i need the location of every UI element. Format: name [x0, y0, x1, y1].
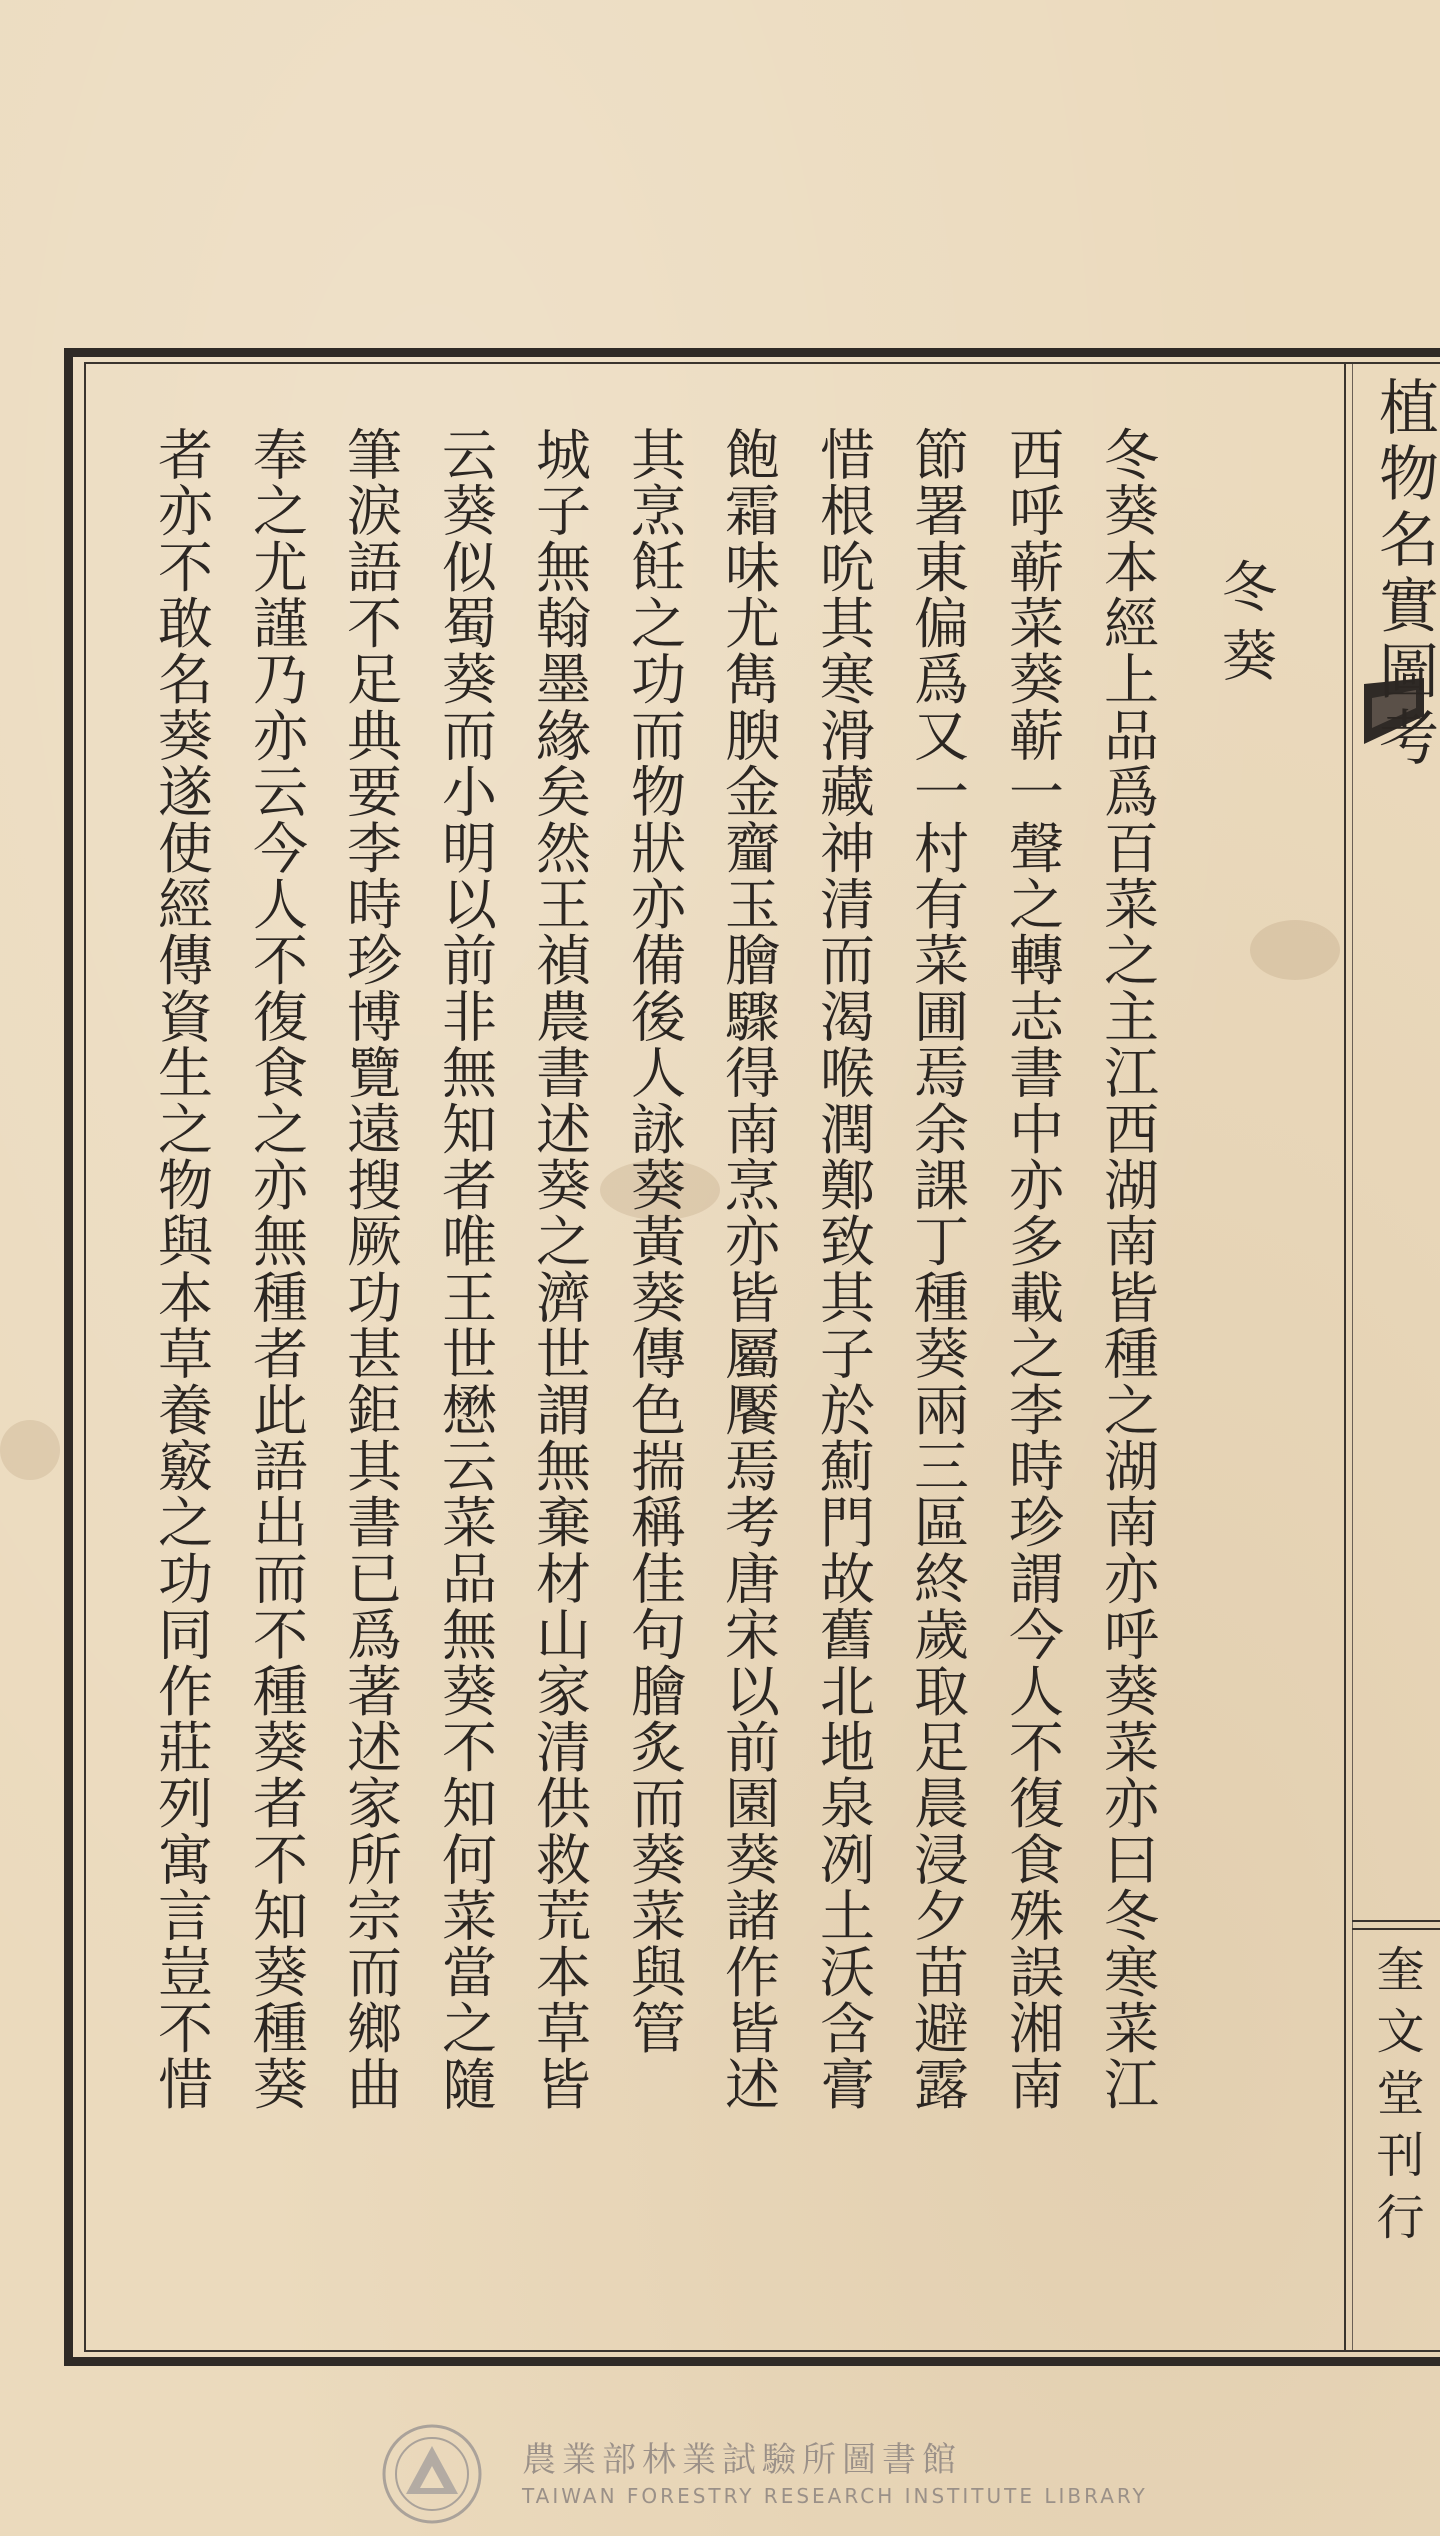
text-column: 筆淚語不足典要李時珍博覽遠搜厥功甚鉅其書已爲著述家所宗而鄉曲: [338, 426, 402, 2112]
paper-stain: [0, 1420, 60, 1480]
text-column: 云葵似蜀葵而小明以前非無知者唯王世懋云菜品無葵不知何菜當之隨: [433, 426, 497, 2112]
text-column: 惜根吮其寒滑藏神清而渴喉潤鄭致其子於薊門故舊北地泉冽土沃含膏: [811, 426, 875, 2112]
section-heading: 冬葵: [1213, 558, 1277, 696]
margin-rule: [1352, 364, 1353, 2350]
book-title: 植物名實圖考: [1369, 376, 1439, 772]
library-seal-icon: [380, 2422, 484, 2526]
publisher-mark: 奎文堂刊行: [1368, 1944, 1424, 2254]
library-watermark: [380, 2422, 1148, 2522]
margin-rule: [1344, 364, 1346, 2350]
library-name-zh: 農業部林業試驗所圖書館: [522, 2440, 962, 2480]
text-column: 節署東偏爲又一村有菜圃焉余課丁種葵兩三區終歲取足晨浸夕苗避露: [905, 426, 969, 2112]
text-column: 飽霜味尤雋腴金齏玉膾驟得南烹亦皆屬饜焉考唐宋以前園葵諸作皆述: [716, 426, 780, 2112]
text-column: 冬葵本經上品爲百菜之主江西湖南皆種之湖南亦呼葵菜亦曰冬寒菜江: [1095, 426, 1159, 2112]
text-column: 者亦不敢名葵遂使經傳資生之物與本草養竅之功同作莊列寓言豈不惜: [149, 426, 213, 2112]
publisher-rule-top: [1352, 1920, 1440, 1922]
library-name-en: TAIWAN FORESTRY RESEARCH INSTITUTE LIBRARY: [522, 2484, 1148, 2508]
publisher-rule-top: [1352, 1928, 1440, 1930]
text-column: 城子無翰墨緣矣然王禎農書述葵之濟世謂無棄材山家清供救荒本草皆: [527, 426, 591, 2112]
text-column: 其烹飪之功而物狀亦備後人詠葵黃葵傳色揣稱佳句膾炙而葵菜與管: [622, 426, 686, 2056]
text-column: 奉之尤謹乃亦云今人不復食之亦無種者此語出而不種葵者不知葵種葵: [244, 426, 308, 2112]
text-column: 西呼蕲菜葵蕲一聲之轉志書中亦多載之李時珍謂今人不復食殊誤湘南: [1000, 426, 1064, 2112]
